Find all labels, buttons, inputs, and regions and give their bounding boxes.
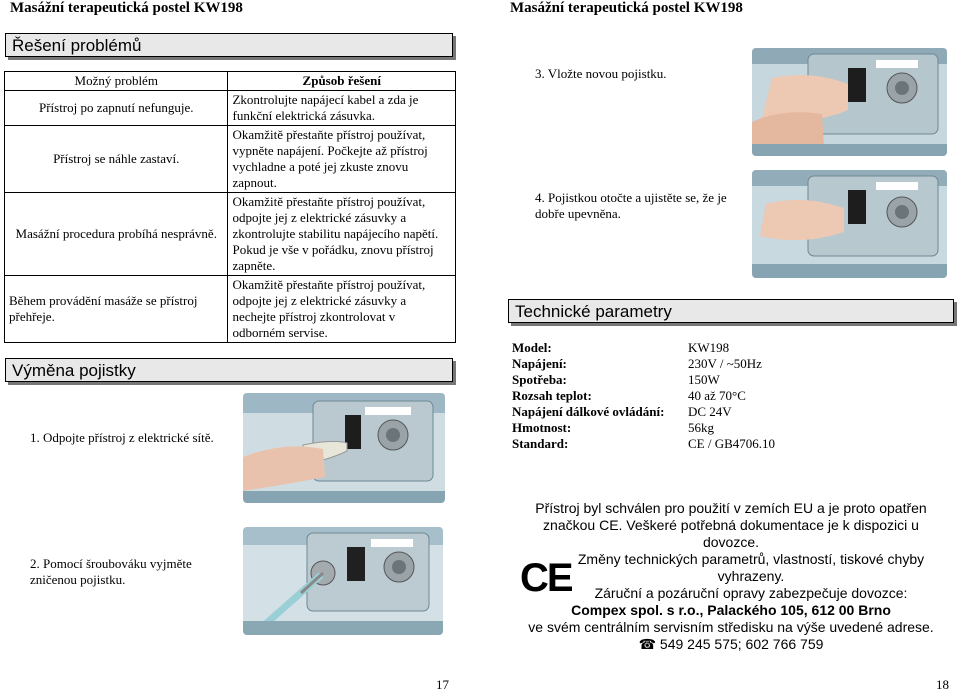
column-header-problem: Možný problém [5,72,228,91]
right-page-header: Masážní terapeutická postel KW198 [510,0,743,16]
solution-cell: Okamžitě přestaňte přístroj používat, vypněte napájení. Počkejte až přístroj vychladne a poté jej zkuste znovu zapnout. [228,126,456,193]
spec-row [512,340,812,356]
problem-cell: Během provádění masáže se přístroj přehřeje. [5,276,228,343]
notice-line: vyhrazeny. [717,568,785,584]
spec-value: KW198 [688,340,730,355]
fuse-step-1: 1. Odpojte přístroj z elektrické sítě. [30,430,214,445]
spec-row [512,356,812,372]
ce-mark-icon: CE [520,556,572,600]
fuse-step-3: 3. Vložte novou pojistku. [535,66,667,81]
spec-label: Standard: [512,436,569,451]
notice-line: Přístroj byl schválen pro použití v zemích EU a je proto opatřen [535,500,927,516]
phone-numbers: 549 245 575; 602 766 759 [659,636,824,652]
spec-value: 40 až 70°C [688,388,746,403]
spec-label: Spotřeba: [512,372,567,387]
notice-line: značkou CE. Veškeré potřebná dokumentace je k dispozici u [543,517,919,533]
importer-address: Compex spol. s r.o., Palackého 105, 612 00 Brno [571,602,891,618]
conformity-notice [508,500,954,653]
phone-icon: ☎ [638,636,657,652]
table-row [5,91,456,126]
page-number-left: 17 [436,677,449,692]
troubleshooting-table [4,71,456,343]
screwdriver-photo [243,527,443,635]
unplug-photo [243,393,445,503]
trouble-section-title: Řešení problémů [5,33,453,57]
spec-list [512,340,812,452]
spec-label: Model: [512,340,552,355]
spec-value: 150W [688,372,720,387]
insert-fuse-photo [752,48,947,156]
problem-cell: Přístroj po zapnutí nefunguje. [5,91,228,126]
page-number-right: 18 [936,677,949,692]
spec-value: 230V / ~50Hz [688,356,762,371]
spec-value: 56kg [688,420,714,435]
spec-value: DC 24V [688,404,732,419]
solution-cell: Okamžitě přestaňte přístroj používat, odpojte jej z elektrické zásuvky a nechejte přístroj zkontrolovat v odborném servise. [228,276,456,343]
spec-row [512,420,812,436]
notice-line: Záruční a pozáruční opravy zabezpečuje dovozce: [594,585,908,601]
table-row [5,126,456,193]
problem-cell: Přístroj se náhle zastaví. [5,126,228,193]
spec-row [512,372,812,388]
params-section-title: Technické parametry [508,299,954,323]
spec-label: Rozsah teplot: [512,388,592,403]
phone-line [508,636,954,653]
spec-label: Napájení: [512,356,567,371]
fuse-step-4: 4. Pojistkou otočte a ujistěte se, že je dobře upevněna. [535,190,727,221]
notice-line: ve svém centrálním servisním středisku na výše uvedené adrese. [528,619,934,635]
spec-label: Hmotnost: [512,420,572,435]
left-page-header: Masážní terapeutická postel KW198 [10,0,243,16]
spec-row [512,436,812,452]
table-row [5,276,456,343]
table-header-row [5,72,456,91]
spec-row [512,404,812,420]
spec-label: Napájení dálkové ovládání: [512,404,665,419]
fasten-fuse-photo [752,170,947,278]
solution-cell: Okamžitě přestaňte přístroj používat, odpojte jej z elektrické zásuvky a zkontrolujte stabilitu napájecího napětí. Pokud je vše v pořádku, znovu přístroj zapněte. [228,193,456,276]
problem-cell: Masážní procedura probíhá nesprávně. [5,193,228,276]
notice-line: Změny technických parametrů, vlastností, tiskové chyby [577,551,925,567]
notice-line: dovozce. [702,534,760,550]
column-header-solution: Způsob řešení [228,72,456,91]
fuse-step-2: 2. Pomocí šroubováku vyjměte zničenou pojistku. [30,556,192,587]
solution-cell: Zkontrolujte napájecí kabel a zda je funkční elektrická zásuvka. [228,91,456,126]
fuse-section-title: Výměna pojistky [5,358,453,382]
spec-row [512,388,812,404]
table-row [5,193,456,276]
spec-value: CE / GB4706.10 [688,436,776,451]
